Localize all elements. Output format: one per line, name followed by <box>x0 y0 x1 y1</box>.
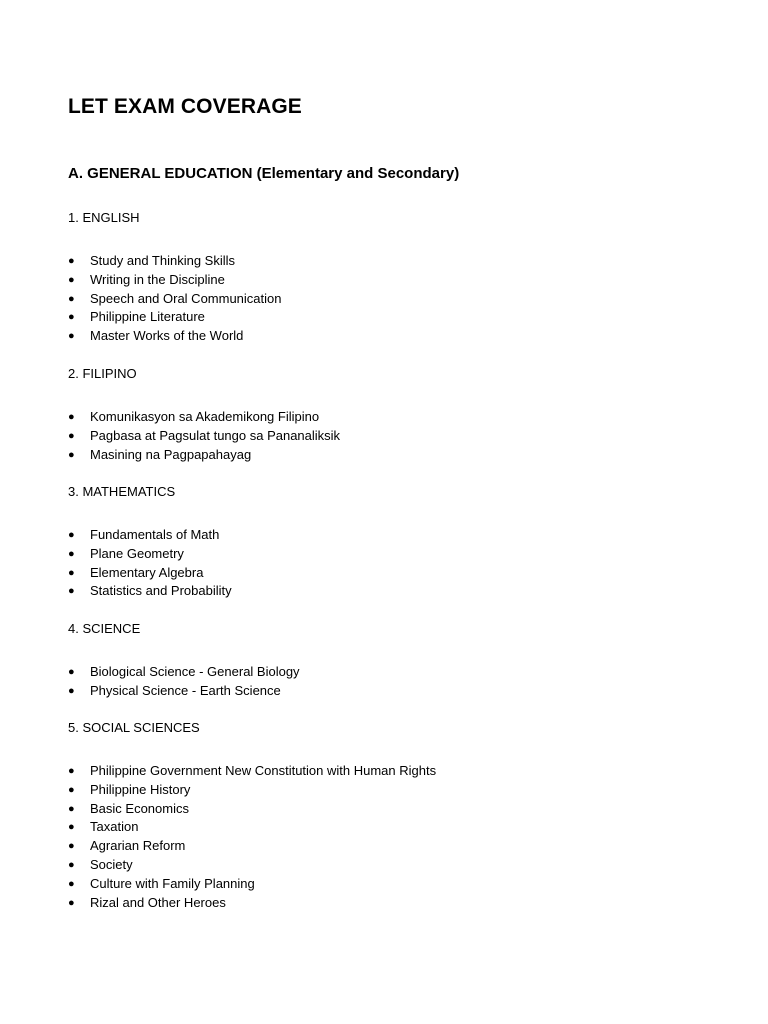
subject-heading: 4. SCIENCE <box>68 621 141 636</box>
bullet-icon: ● <box>68 821 75 834</box>
list-item <box>68 408 340 427</box>
topic-label: Fundamentals of Math <box>90 527 220 542</box>
list-item <box>68 582 232 601</box>
subject-heading: 1. ENGLISH <box>68 210 140 225</box>
bullet-icon: ● <box>68 411 75 423</box>
bullet-icon: ● <box>68 448 75 461</box>
topic-label: Biological Science - General Biology <box>90 664 300 679</box>
bullet-icon: ● <box>68 429 75 442</box>
topic-label: Agrarian Reform <box>90 838 186 854</box>
bullet-icon: ● <box>68 330 75 343</box>
topic-label: Speech and Oral Communication <box>90 290 282 306</box>
list-item <box>68 545 232 564</box>
list-item <box>68 856 436 875</box>
document-title: LET EXAM COVERAGE <box>68 95 302 118</box>
topic-label: Philippine Literature <box>90 309 205 325</box>
topic-label: Philippine Government New Constitution with Human Rights <box>90 763 437 778</box>
list-item <box>68 837 436 856</box>
topic-label: Masining na Pagpapahayag <box>90 446 252 462</box>
list-item <box>68 894 436 913</box>
list-item <box>68 290 282 309</box>
bullet-icon: ● <box>68 255 75 267</box>
topic-label: Culture with Family Planning <box>90 875 255 891</box>
topic-list <box>68 526 232 601</box>
bullet-icon: ● <box>68 783 75 796</box>
topic-label: Taxation <box>90 819 139 835</box>
bullet-icon: ● <box>68 840 75 853</box>
topic-label: Philippine History <box>90 781 191 797</box>
bullet-icon: ● <box>68 547 75 560</box>
list-item <box>68 271 282 290</box>
list-item <box>68 252 282 271</box>
list-item <box>68 682 300 701</box>
topic-label: Physical Science - Earth Science <box>90 682 281 698</box>
list-item <box>68 526 232 545</box>
topic-label: Komunikasyon sa Akademikong Filipino <box>90 409 320 424</box>
list-item <box>68 875 436 894</box>
list-item <box>68 762 436 781</box>
topic-label: Elementary Algebra <box>90 564 204 580</box>
list-item <box>68 427 340 446</box>
list-item <box>68 327 282 346</box>
bullet-icon: ● <box>68 765 75 777</box>
list-item <box>68 800 436 819</box>
section-heading: A. GENERAL EDUCATION (Elementary and Secondary) <box>68 165 460 182</box>
subject-heading: 3. MATHEMATICS <box>68 484 176 499</box>
bullet-icon: ● <box>68 311 75 324</box>
bullet-icon: ● <box>68 585 75 598</box>
list-item <box>68 663 300 682</box>
bullet-icon: ● <box>68 273 75 286</box>
list-item <box>68 818 436 837</box>
bullet-icon: ● <box>68 802 75 815</box>
bullet-icon: ● <box>68 858 75 871</box>
list-item <box>68 308 282 327</box>
topic-label: Basic Economics <box>90 800 189 816</box>
topic-label: Writing in the Discipline <box>90 271 225 287</box>
bullet-icon: ● <box>68 877 75 890</box>
bullet-icon: ● <box>68 292 75 305</box>
list-item <box>68 564 232 583</box>
topic-label: Pagbasa at Pagsulat tungo sa Pananaliksik <box>90 427 341 443</box>
list-item <box>68 781 436 800</box>
topic-list <box>68 408 340 464</box>
topic-list <box>68 252 282 346</box>
bullet-icon: ● <box>68 566 75 579</box>
topic-label: Master Works of the World <box>90 328 244 344</box>
bullet-icon: ● <box>68 684 75 697</box>
topic-label: Statistics and Probability <box>90 583 232 599</box>
topic-list <box>68 762 436 912</box>
subject-heading: 2. FILIPINO <box>68 366 137 381</box>
topic-label: Society <box>90 856 133 872</box>
bullet-icon: ● <box>68 666 75 678</box>
topic-label: Rizal and Other Heroes <box>90 894 226 910</box>
subject-heading: 5. SOCIAL SCIENCES <box>68 720 200 735</box>
bullet-icon: ● <box>68 896 75 909</box>
bullet-icon: ● <box>68 529 75 541</box>
topic-label: Study and Thinking Skills <box>90 253 236 268</box>
list-item <box>68 446 340 465</box>
topic-list <box>68 663 300 701</box>
topic-label: Plane Geometry <box>90 545 184 561</box>
